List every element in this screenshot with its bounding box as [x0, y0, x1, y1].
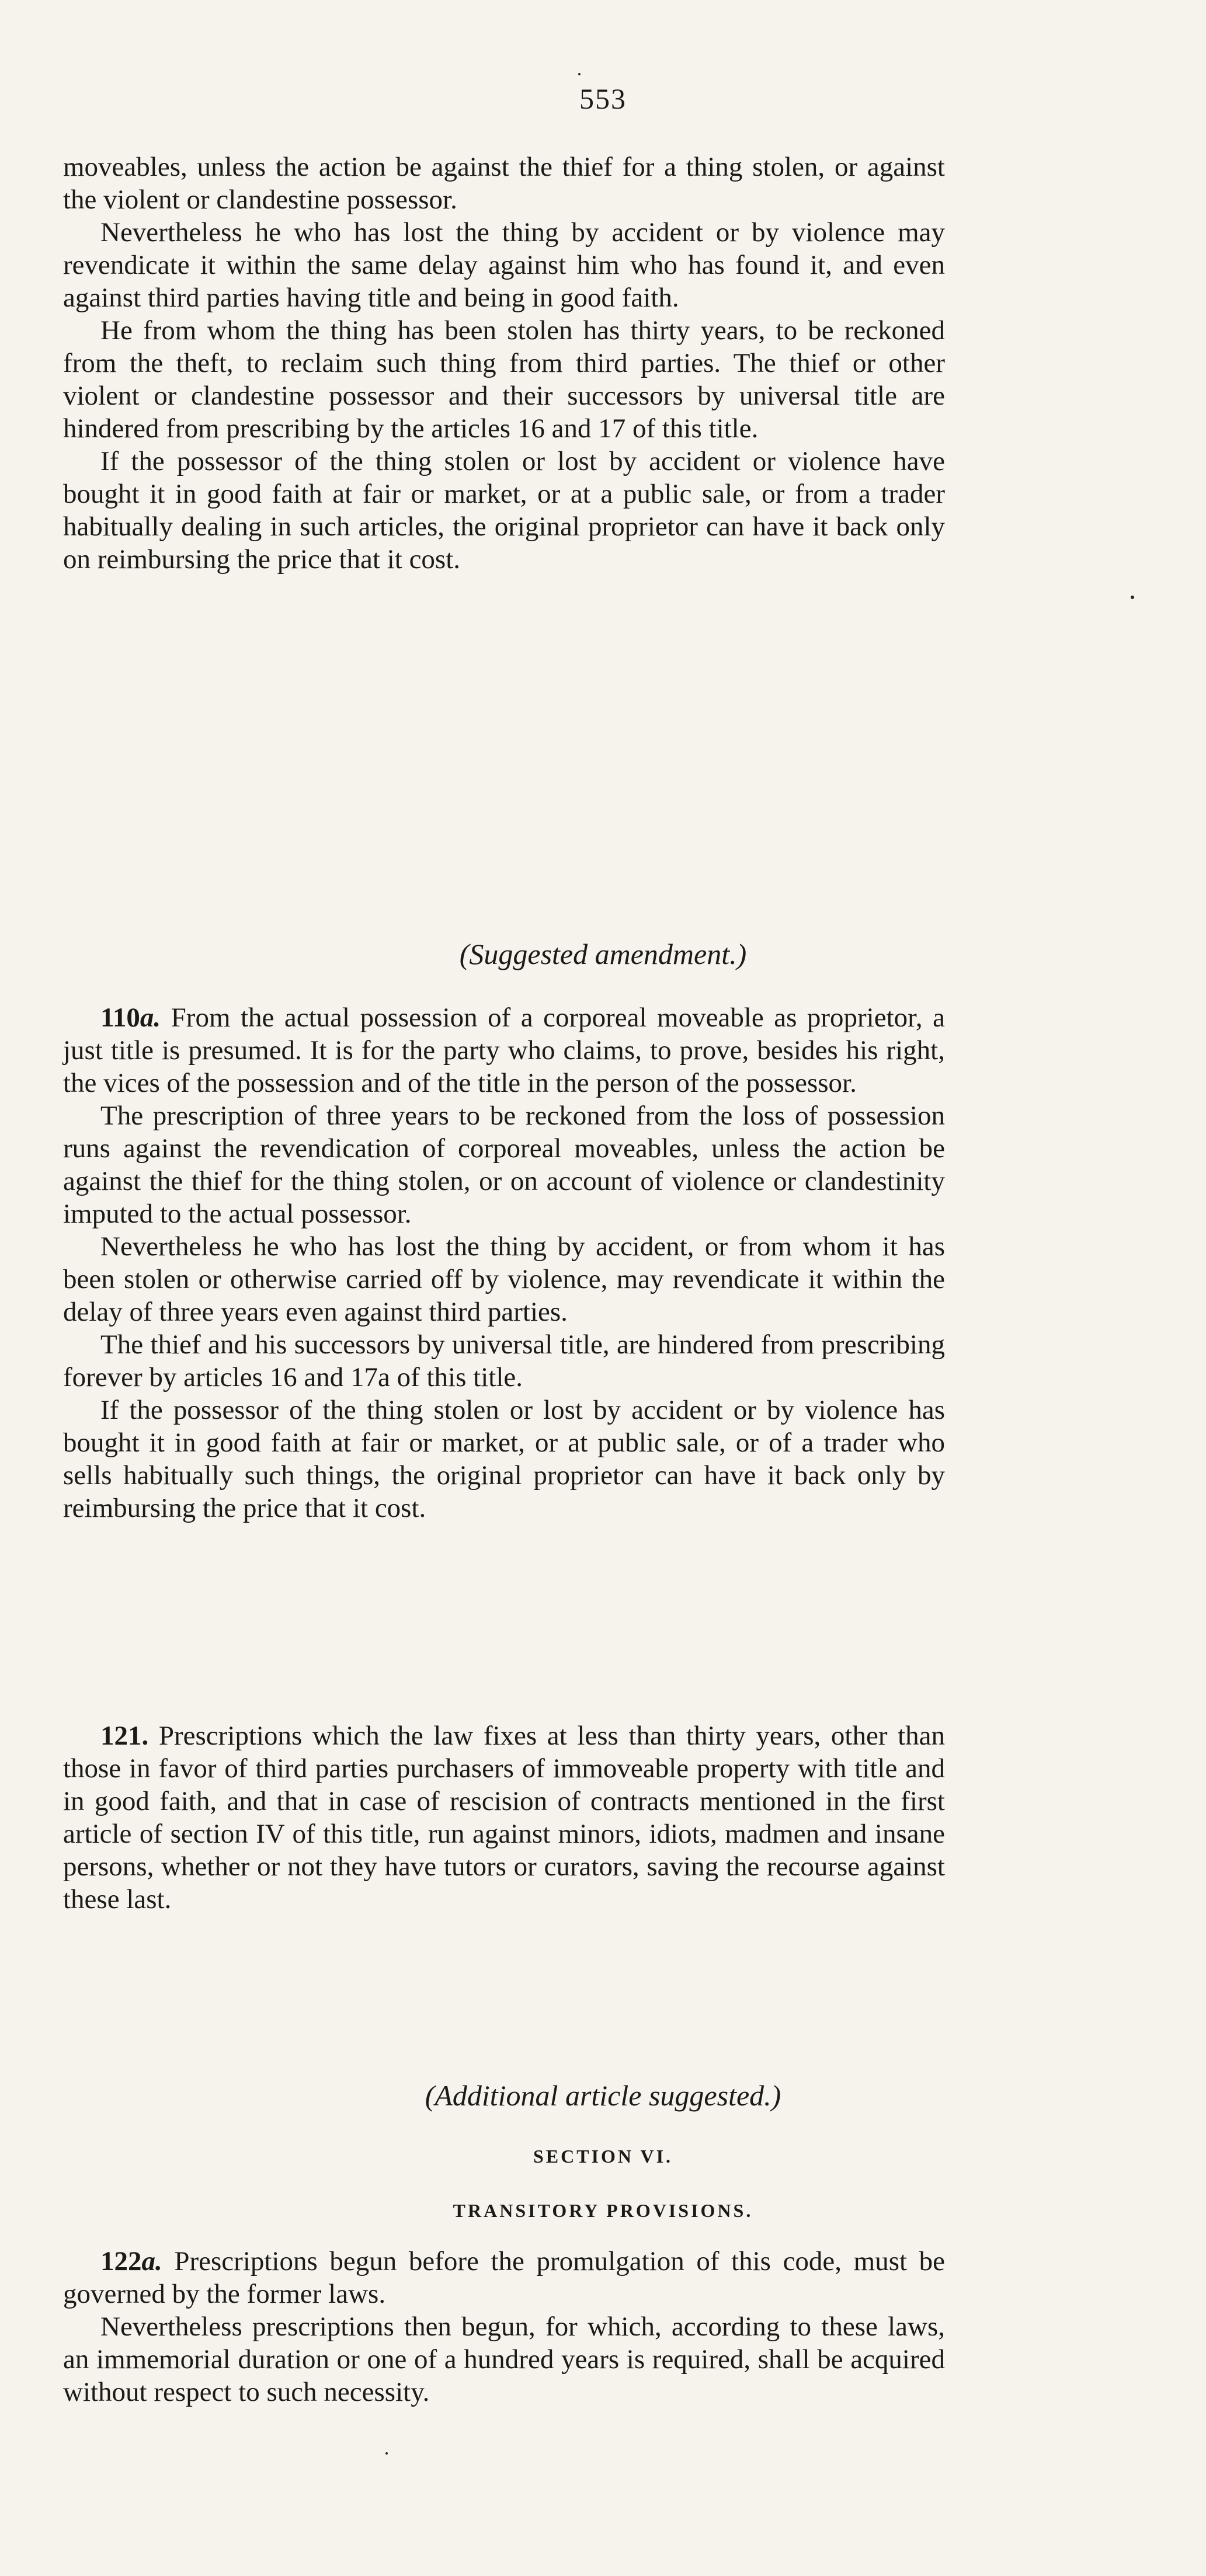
article-122a-block	[63, 2245, 945, 2408]
article-number-suffix: a.	[141, 2246, 162, 2276]
article-110a-block	[63, 1001, 945, 1524]
suggested-amendment-heading: (Suggested amendment.)	[459, 938, 747, 970]
continuation-block	[63, 151, 945, 576]
article-121-block	[63, 1719, 945, 1916]
section-heading: SECTION VI.	[533, 2146, 673, 2167]
ink-speck	[1131, 596, 1134, 599]
article-number-suffix: a.	[140, 1002, 161, 1033]
article-number: 121.	[100, 1721, 149, 1751]
possessor-bought-paragraph: If the possessor of the thing stolen or lost by accident or by violence has bought it in good faith at fair or market, or at public sale, or of a trader who sells habitually such things, the original proprietor can have it back only by reimbursing the price that it cost.	[63, 1395, 945, 1523]
article-number	[100, 2246, 162, 2276]
article-number	[100, 1002, 161, 1033]
ink-speck	[578, 73, 581, 75]
immemorial-paragraph: Nevertheless prescriptions then begun, for which, according to these laws, an immemorial duration or one of a hundred years is required, shall be acquired without respect to such necessity.	[63, 2312, 945, 2407]
continuation-paragraph: moveables, unless the action be against the thief for a thing stolen, or against the violent or clandestine possessor.	[63, 152, 945, 215]
article-122a-paragraph	[63, 2245, 945, 2310]
page-number: 553	[579, 82, 627, 115]
lost-thing-paragraph: Nevertheless he who has lost the thing by accident, or from whom it has been stolen or otherwise carried off by violence, may revendicate it within the delay of three years even against third parties.	[63, 1231, 945, 1327]
good-faith-paragraph: If the possessor of the thing stolen or lost by accident or violence have bought it in good faith at fair or market, or at a public sale, or from a trader habitually dealing in such articles, the original proprietor can have it back only on reimbursing the price that it cost.	[63, 446, 945, 575]
article-121-paragraph	[63, 1719, 945, 1916]
article-110a-text: From the actual possession of a corporeal moveable as proprietor, a just title is presumed. It is for the party who claims, to prove, besides his right, the vices of the possession and of the title in the person of the possessor.	[63, 1002, 945, 1098]
additional-article-heading: (Additional article suggested.)	[425, 2079, 781, 2112]
revendication-paragraph: Nevertheless he who has lost the thing by accident or by violence may revendicate it within the same delay against him who has found it, and even against third parties having title and being in good faith.	[63, 217, 945, 313]
theft-paragraph: He from whom the thing has been stolen has thirty years, to be reckoned from the theft, to reclaim such thing from third parties. The thief or other violent or clandestine possessor and their successors by universal title are hindered from prescribing by the articles 16 and 17 of this title.	[63, 315, 945, 444]
article-number-digits: 110	[100, 1002, 140, 1033]
article-number-digits: 122	[100, 2246, 142, 2276]
thief-successors-paragraph: The thief and his successors by universal title, are hindered from prescribing forever by articles 16 and 17a of this title.	[63, 1329, 945, 1393]
prescription-three-years-paragraph: The prescription of three years to be reckoned from the loss of possession runs against the revendication of corporeal moveables, unless the action be against the thief for the thing stolen, or on account of violence or clandestinity imputed to the actual possessor.	[63, 1101, 945, 1229]
ink-speck	[385, 2452, 388, 2455]
article-110a-paragraph	[63, 1001, 945, 1099]
article-122a-text: Prescriptions begun before the promulgation of this code, must be governed by the former laws.	[63, 2246, 946, 2309]
article-121-text: Prescriptions which the law fixes at less than thirty years, other than those in favor of third parties purchasers of immoveable property with title and in good faith, and that in case of rescision of contracts mentioned in the first article of section IV of this title, run against minors, idiots, madmen and insane persons, whether or not they have tutors or curators, saving the recourse against these last.	[63, 1721, 945, 1914]
subsection-heading: TRANSITORY PROVISIONS.	[453, 2200, 753, 2221]
